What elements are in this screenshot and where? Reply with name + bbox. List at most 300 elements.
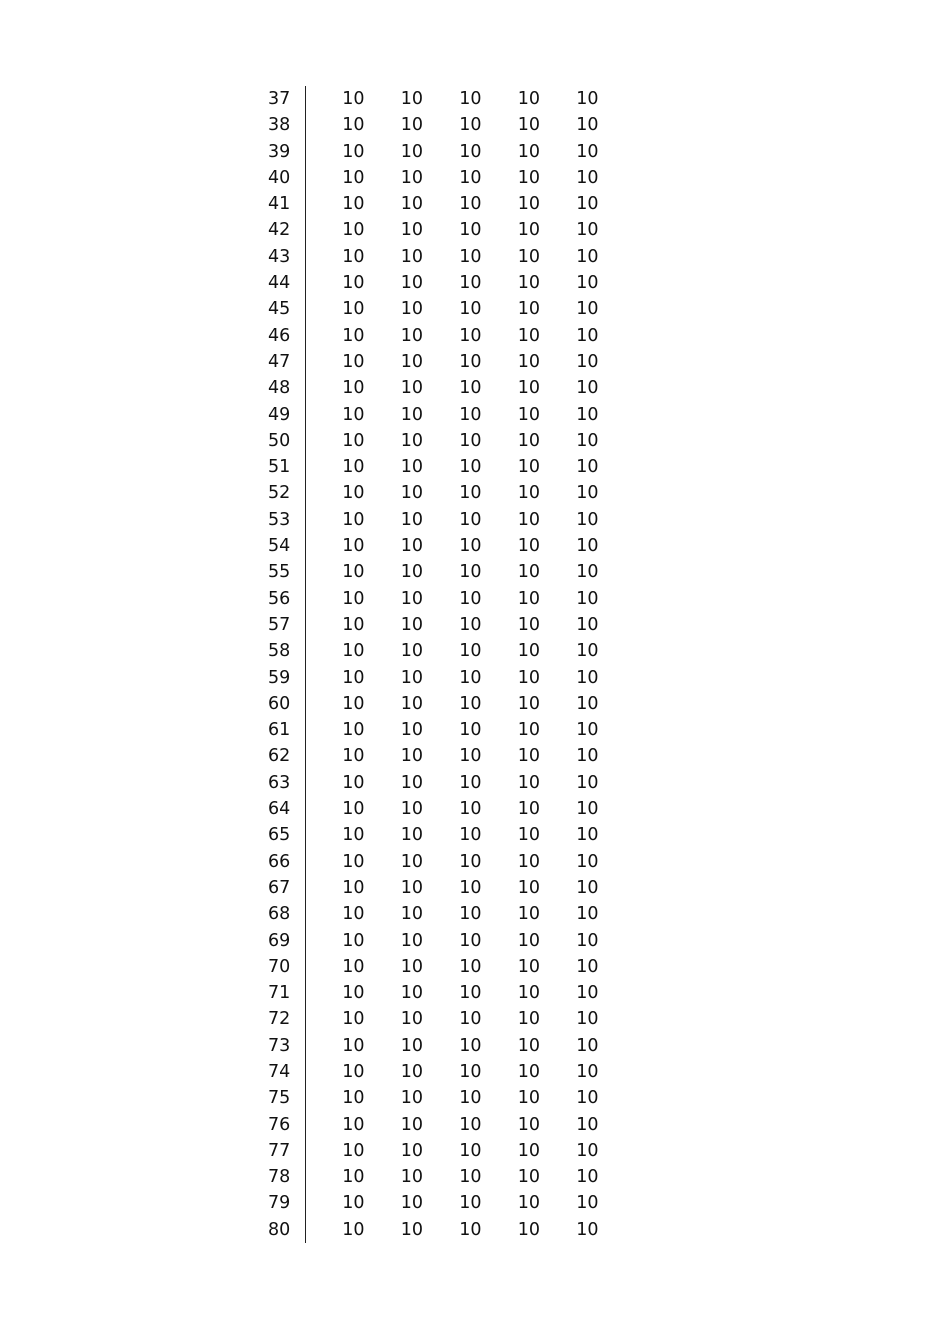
table-cell: 10	[400, 483, 423, 504]
table-cell: 10	[459, 1009, 482, 1030]
table-cell: 10	[400, 956, 423, 977]
table-cell: 10	[576, 1140, 599, 1161]
table-cell: 10	[342, 1167, 365, 1188]
table-cell: 10	[342, 1035, 365, 1056]
table-cell: 10	[400, 430, 423, 451]
table-row	[268, 691, 628, 717]
table-cell: 10	[576, 693, 599, 714]
table-cell: 10	[459, 904, 482, 925]
row-label: 44	[268, 270, 306, 296]
table-cell: 10	[459, 1140, 482, 1161]
table-cell: 10	[576, 299, 599, 320]
row-label: 48	[268, 375, 306, 401]
table-cell: 10	[342, 536, 365, 557]
table-cell: 10	[517, 220, 540, 241]
table-cell: 10	[459, 930, 482, 951]
row-label: 43	[268, 244, 306, 270]
table-cell: 10	[342, 430, 365, 451]
table-cell: 10	[459, 1088, 482, 1109]
table-cell: 10	[400, 1167, 423, 1188]
table-cell: 10	[576, 1061, 599, 1082]
row-label: 73	[268, 1033, 306, 1059]
table-row	[268, 1085, 628, 1111]
table-cell: 10	[459, 430, 482, 451]
row-label: 78	[268, 1164, 306, 1190]
row-label: 68	[268, 901, 306, 927]
table-cell: 10	[459, 115, 482, 136]
table-cell: 10	[342, 746, 365, 767]
row-label: 58	[268, 638, 306, 664]
table-cell: 10	[342, 930, 365, 951]
row-label: 62	[268, 743, 306, 769]
table-cell: 10	[517, 693, 540, 714]
table-cell: 10	[576, 483, 599, 504]
table-cell: 10	[459, 483, 482, 504]
table-cell: 10	[400, 772, 423, 793]
table-cell: 10	[576, 220, 599, 241]
table-cell: 10	[517, 167, 540, 188]
table-cell: 10	[400, 562, 423, 583]
table-cell: 10	[576, 588, 599, 609]
table-cell: 10	[342, 378, 365, 399]
table-cell: 10	[517, 983, 540, 1004]
table-cell: 10	[342, 299, 365, 320]
table-cell: 10	[459, 851, 482, 872]
table-cell: 10	[459, 1035, 482, 1056]
table-cell: 10	[459, 693, 482, 714]
table-cell: 10	[459, 1193, 482, 1214]
table-cell: 10	[517, 746, 540, 767]
table-cell: 10	[459, 220, 482, 241]
table-cell: 10	[459, 746, 482, 767]
table-cell: 10	[459, 141, 482, 162]
table-row	[268, 349, 628, 375]
table-cell: 10	[517, 299, 540, 320]
table-cell: 10	[459, 877, 482, 898]
table-cell: 10	[576, 1167, 599, 1188]
table-cell: 10	[517, 115, 540, 136]
row-label: 40	[268, 165, 306, 191]
table-row	[268, 980, 628, 1006]
row-label: 46	[268, 323, 306, 349]
table-cell: 10	[459, 1114, 482, 1135]
table-cell: 10	[576, 904, 599, 925]
table-cell: 10	[459, 457, 482, 478]
table-cell: 10	[576, 1114, 599, 1135]
table-cell: 10	[400, 536, 423, 557]
table-cell: 10	[342, 194, 365, 215]
row-label: 64	[268, 796, 306, 822]
table-cell: 10	[517, 1140, 540, 1161]
table-row	[268, 559, 628, 585]
table-cell: 10	[517, 1009, 540, 1030]
table-cell: 10	[576, 1193, 599, 1214]
table-cell: 10	[400, 1140, 423, 1161]
table-cell: 10	[400, 1061, 423, 1082]
row-label: 55	[268, 559, 306, 585]
table-row	[268, 533, 628, 559]
table-row	[268, 1112, 628, 1138]
table-cell: 10	[517, 194, 540, 215]
table-cell: 10	[400, 246, 423, 267]
row-label: 42	[268, 217, 306, 243]
row-label: 72	[268, 1006, 306, 1032]
table-cell: 10	[342, 483, 365, 504]
table-row	[268, 139, 628, 165]
table-cell: 10	[517, 825, 540, 846]
table-cell: 10	[517, 1088, 540, 1109]
table-cell: 10	[517, 141, 540, 162]
table-cell: 10	[342, 1061, 365, 1082]
row-label: 45	[268, 296, 306, 322]
table-cell: 10	[576, 799, 599, 820]
table-cell: 10	[459, 983, 482, 1004]
table-cell: 10	[517, 1167, 540, 1188]
data-table	[268, 86, 628, 1243]
table-cell: 10	[342, 825, 365, 846]
table-row	[268, 928, 628, 954]
table-cell: 10	[459, 772, 482, 793]
table-row	[268, 612, 628, 638]
table-cell: 10	[576, 115, 599, 136]
table-cell: 10	[342, 351, 365, 372]
table-cell: 10	[576, 1219, 599, 1240]
table-cell: 10	[517, 89, 540, 109]
table-cell: 10	[342, 877, 365, 898]
table-cell: 10	[459, 1219, 482, 1240]
table-cell: 10	[400, 115, 423, 136]
row-label: 71	[268, 980, 306, 1006]
table-row	[268, 270, 628, 296]
table-row	[268, 1033, 628, 1059]
table-cell: 10	[342, 588, 365, 609]
table-row	[268, 586, 628, 612]
table-cell: 10	[517, 877, 540, 898]
table-cell: 10	[342, 983, 365, 1004]
table-cell: 10	[400, 509, 423, 530]
table-cell: 10	[342, 509, 365, 530]
table-row	[268, 849, 628, 875]
row-label: 49	[268, 402, 306, 428]
row-label: 63	[268, 770, 306, 796]
table-cell: 10	[342, 851, 365, 872]
table-cell: 10	[400, 851, 423, 872]
table-cell: 10	[459, 614, 482, 635]
row-label: 59	[268, 665, 306, 691]
table-cell: 10	[400, 667, 423, 688]
table-row	[268, 665, 628, 691]
table-cell: 10	[342, 404, 365, 425]
table-cell: 10	[517, 1114, 540, 1135]
table-cell: 10	[517, 273, 540, 294]
row-label: 65	[268, 822, 306, 848]
table-row	[268, 1059, 628, 1085]
table-cell: 10	[342, 89, 365, 109]
table-cell: 10	[459, 799, 482, 820]
table-cell: 10	[459, 667, 482, 688]
row-label: 41	[268, 191, 306, 217]
table-cell: 10	[517, 772, 540, 793]
row-label: 54	[268, 533, 306, 559]
row-label: 77	[268, 1138, 306, 1164]
table-cell: 10	[342, 904, 365, 925]
table-cell: 10	[517, 588, 540, 609]
row-label: 67	[268, 875, 306, 901]
table-cell: 10	[342, 325, 365, 346]
table-cell: 10	[459, 1167, 482, 1188]
table-row	[268, 875, 628, 901]
table-cell: 10	[517, 246, 540, 267]
row-label: 53	[268, 507, 306, 533]
table-cell: 10	[459, 588, 482, 609]
table-cell: 10	[517, 904, 540, 925]
table-cell: 10	[459, 378, 482, 399]
table-cell: 10	[576, 667, 599, 688]
table-row	[268, 428, 628, 454]
table-cell: 10	[400, 904, 423, 925]
table-cell: 10	[459, 167, 482, 188]
table-cell: 10	[459, 351, 482, 372]
table-cell: 10	[517, 614, 540, 635]
table-cell: 10	[576, 720, 599, 741]
table-cell: 10	[576, 825, 599, 846]
table-cell: 10	[400, 1009, 423, 1030]
table-cell: 10	[342, 772, 365, 793]
table-cell: 10	[342, 956, 365, 977]
table-cell: 10	[517, 1193, 540, 1214]
table-row	[268, 717, 628, 743]
table-cell: 10	[459, 273, 482, 294]
row-label: 50	[268, 428, 306, 454]
table-row	[268, 1164, 628, 1190]
table-cell: 10	[342, 667, 365, 688]
table-cell: 10	[576, 273, 599, 294]
table-cell: 10	[576, 246, 599, 267]
table-cell: 10	[576, 562, 599, 583]
table-cell: 10	[576, 1088, 599, 1109]
table-cell: 10	[576, 930, 599, 951]
table-cell: 10	[576, 851, 599, 872]
table-cell: 10	[400, 351, 423, 372]
table-cell: 10	[517, 930, 540, 951]
table-cell: 10	[517, 641, 540, 662]
table-cell: 10	[459, 325, 482, 346]
table-row	[268, 244, 628, 270]
table-cell: 10	[576, 536, 599, 557]
table-cell: 10	[400, 1114, 423, 1135]
table-cell: 10	[576, 956, 599, 977]
table-cell: 10	[400, 378, 423, 399]
table-cell: 10	[576, 141, 599, 162]
table-cell: 10	[517, 404, 540, 425]
table-cell: 10	[576, 509, 599, 530]
table-cell: 10	[400, 299, 423, 320]
table-cell: 10	[400, 325, 423, 346]
table-cell: 10	[459, 956, 482, 977]
table-row	[268, 901, 628, 927]
row-label: 75	[268, 1085, 306, 1111]
table-cell: 10	[342, 1009, 365, 1030]
table-cell: 10	[342, 693, 365, 714]
row-label: 47	[268, 349, 306, 375]
table-cell: 10	[459, 89, 482, 109]
table-row	[268, 1217, 628, 1243]
table-cell: 10	[342, 799, 365, 820]
table-row	[268, 743, 628, 769]
table-cell: 10	[459, 194, 482, 215]
table-row	[268, 217, 628, 243]
table-cell: 10	[342, 1140, 365, 1161]
table-cell: 10	[576, 457, 599, 478]
table-cell: 10	[576, 641, 599, 662]
table-cell: 10	[459, 509, 482, 530]
row-label: 80	[268, 1217, 306, 1243]
table-cell: 10	[342, 1114, 365, 1135]
table-cell: 10	[400, 983, 423, 1004]
table-cell: 10	[576, 430, 599, 451]
table-cell: 10	[576, 772, 599, 793]
table-cell: 10	[517, 667, 540, 688]
table-cell: 10	[517, 851, 540, 872]
table-row	[268, 165, 628, 191]
table-cell: 10	[342, 220, 365, 241]
table-cell: 10	[342, 614, 365, 635]
table-cell: 10	[459, 641, 482, 662]
table-cell: 10	[342, 457, 365, 478]
table-cell: 10	[400, 825, 423, 846]
table-cell: 10	[517, 325, 540, 346]
table-cell: 10	[400, 1219, 423, 1240]
table-cell: 10	[400, 588, 423, 609]
table-cell: 10	[576, 378, 599, 399]
table-cell: 10	[576, 89, 599, 109]
row-label: 69	[268, 928, 306, 954]
table-cell: 10	[400, 693, 423, 714]
row-label: 52	[268, 480, 306, 506]
row-label: 39	[268, 139, 306, 165]
table-cell: 10	[576, 404, 599, 425]
table-cell: 10	[342, 562, 365, 583]
table-cell: 10	[342, 641, 365, 662]
table-cell: 10	[400, 877, 423, 898]
table-row	[268, 112, 628, 138]
row-label: 51	[268, 454, 306, 480]
table-cell: 10	[400, 641, 423, 662]
row-label: 66	[268, 849, 306, 875]
table-row	[268, 296, 628, 322]
table-cell: 10	[400, 930, 423, 951]
table-cell: 10	[342, 1219, 365, 1240]
table-cell: 10	[459, 720, 482, 741]
table-row	[268, 770, 628, 796]
table-cell: 10	[517, 430, 540, 451]
table-cell: 10	[400, 799, 423, 820]
table-cell: 10	[576, 746, 599, 767]
table-row	[268, 1190, 628, 1216]
table-row	[268, 507, 628, 533]
row-label: 70	[268, 954, 306, 980]
table-cell: 10	[459, 404, 482, 425]
table-cell: 10	[342, 1193, 365, 1214]
table-cell: 10	[400, 1035, 423, 1056]
table-cell: 10	[517, 509, 540, 530]
table-row	[268, 86, 628, 112]
row-label: 74	[268, 1059, 306, 1085]
table-row	[268, 191, 628, 217]
table-row	[268, 454, 628, 480]
table-cell: 10	[576, 351, 599, 372]
table-cell: 10	[576, 877, 599, 898]
row-label: 61	[268, 717, 306, 743]
table-cell: 10	[517, 1061, 540, 1082]
table-row	[268, 323, 628, 349]
table-cell: 10	[459, 1061, 482, 1082]
table-row	[268, 1006, 628, 1032]
table-cell: 10	[400, 89, 423, 109]
table-cell: 10	[342, 141, 365, 162]
table-cell: 10	[400, 404, 423, 425]
table-cell: 10	[400, 1193, 423, 1214]
row-label: 57	[268, 612, 306, 638]
table-cell: 10	[576, 1009, 599, 1030]
table-row	[268, 480, 628, 506]
row-label: 60	[268, 691, 306, 717]
table-cell: 10	[459, 536, 482, 557]
row-label: 76	[268, 1112, 306, 1138]
table-cell: 10	[342, 115, 365, 136]
table-row	[268, 796, 628, 822]
table-cell: 10	[400, 720, 423, 741]
row-label: 38	[268, 112, 306, 138]
table-cell: 10	[342, 720, 365, 741]
table-cell: 10	[576, 983, 599, 1004]
table-cell: 10	[400, 273, 423, 294]
table-cell: 10	[517, 536, 540, 557]
table-row	[268, 402, 628, 428]
table-row	[268, 954, 628, 980]
table-cell: 10	[517, 483, 540, 504]
table-cell: 10	[576, 325, 599, 346]
row-label: 79	[268, 1190, 306, 1216]
table-cell: 10	[517, 457, 540, 478]
table-cell: 10	[342, 273, 365, 294]
table-cell: 10	[517, 378, 540, 399]
table-cell: 10	[342, 167, 365, 188]
table-row	[268, 375, 628, 401]
table-cell: 10	[400, 220, 423, 241]
table-cell: 10	[517, 1219, 540, 1240]
table-row	[268, 822, 628, 848]
table-cell: 10	[400, 1088, 423, 1109]
row-label: 37	[268, 86, 306, 112]
table-cell: 10	[517, 720, 540, 741]
table-cell: 10	[576, 614, 599, 635]
row-label: 56	[268, 586, 306, 612]
table-cell: 10	[459, 825, 482, 846]
table-cell: 10	[517, 1035, 540, 1056]
table-cell: 10	[576, 194, 599, 215]
table-cell: 10	[576, 167, 599, 188]
table-cell: 10	[400, 457, 423, 478]
table-cell: 10	[517, 799, 540, 820]
table-cell: 10	[517, 351, 540, 372]
table-cell: 10	[459, 246, 482, 267]
table-cell: 10	[400, 167, 423, 188]
table-cell: 10	[400, 194, 423, 215]
table-cell: 10	[342, 1088, 365, 1109]
table-cell: 10	[342, 246, 365, 267]
table-cell: 10	[459, 562, 482, 583]
